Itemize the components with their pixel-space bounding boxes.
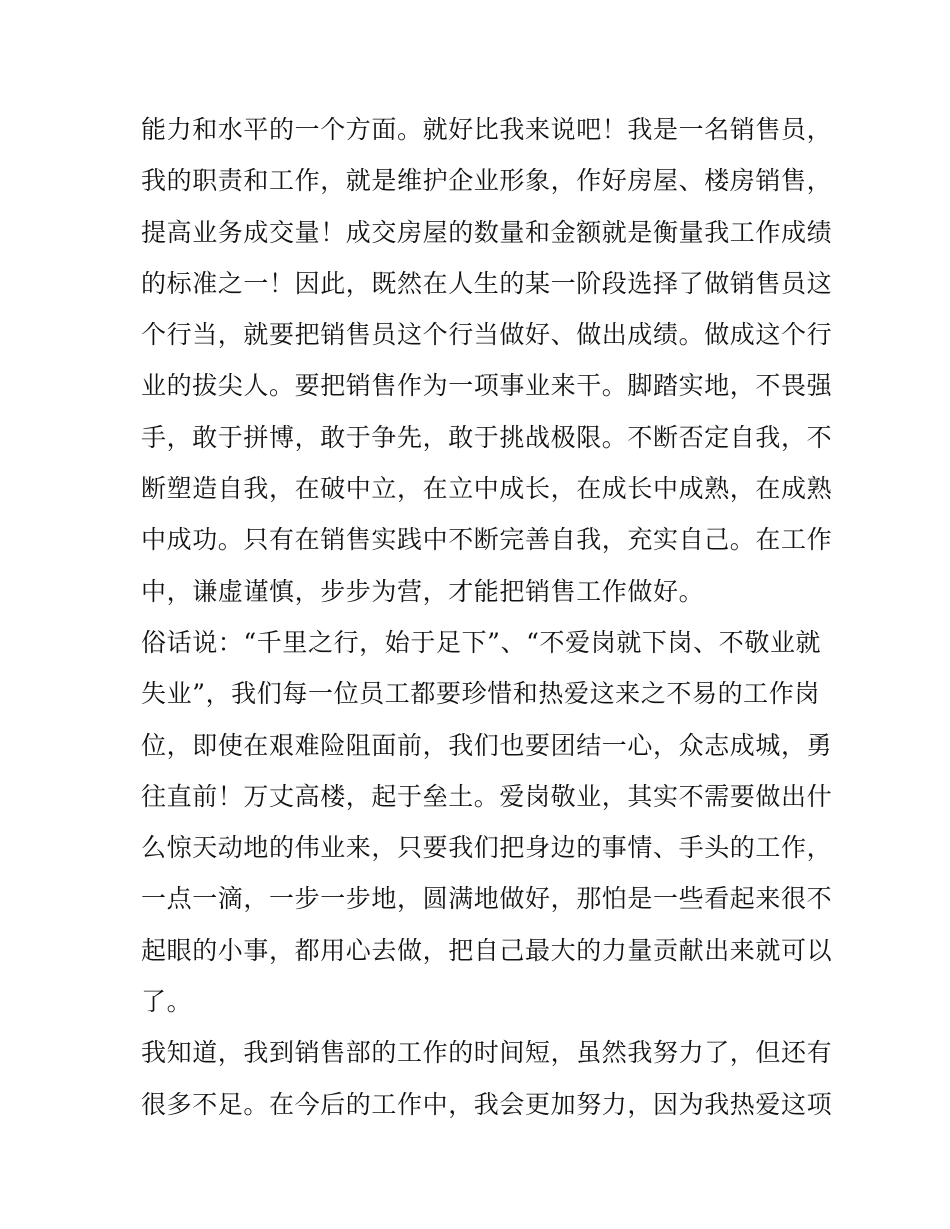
text-line: 中，谦虚谨慎，步步为营，才能把销售工作做好。 xyxy=(141,576,705,606)
text-line: 很多不足。在今后的工作中，我会更加努力，因为我热爱这项 xyxy=(141,1089,833,1119)
text-line: 断塑造自我，在破中立，在立中成长，在成长中成熟，在成熟 xyxy=(141,474,833,504)
text-line: 能力和水平的一个方面。就好比我来说吧！我是一名销售员， xyxy=(141,115,833,144)
text-line: 位，即使在艰难险阻面前，我们也要团结一心，众志成城，勇 xyxy=(141,730,833,760)
text-line: 往直前！万丈高楼，起于垒土。爱岗敬业，其实不需要做出什 xyxy=(141,781,833,811)
text-line: 起眼的小事，都用心去做，把自己最大的力量贡献出来就可以 xyxy=(141,935,833,965)
text-line: 手，敢于拼博，敢于争先，敢于挑战极限。不断否定自我，不 xyxy=(141,422,833,452)
text-line: 一点一滴，一步一步地，圆满地做好，那怕是一些看起来很不 xyxy=(141,884,833,914)
text-line: 了。 xyxy=(141,987,193,1017)
text-line: 的标准之一！因此，既然在人生的某一阶段选择了做销售员这 xyxy=(141,268,833,298)
text-line: 业的拔尖人。要把销售作为一项事业来干。脚踏实地，不畏强 xyxy=(141,371,833,401)
text-line: 中成功。只有在销售实践中不断完善自我，充实自己。在工作 xyxy=(141,525,833,555)
text-line: 失业”，我们每一位员工都要珍惜和热爱这来之不易的工作岗 xyxy=(141,679,820,709)
text-line: 么惊天动地的伟业来，只要我们把身边的事情、手头的工作， xyxy=(141,833,833,863)
text-line: 个行当，就要把销售员这个行当做好、做出成绩。做成这个行 xyxy=(141,320,833,350)
body-text xyxy=(141,104,833,1130)
text-line: 我知道，我到销售部的工作的时间短，虽然我努力了，但还有 xyxy=(141,1038,833,1068)
text-line: 提高业务成交量！成交房屋的数量和金额就是衡量我工作成绩 xyxy=(141,217,833,247)
text-line: 我的职责和工作，就是维护企业形象，作好房屋、楼房销售， xyxy=(141,166,833,196)
text-line: 俗话说：“千里之行，始于足下”、“不爱岗就下岗、不敬业就 xyxy=(141,627,822,657)
